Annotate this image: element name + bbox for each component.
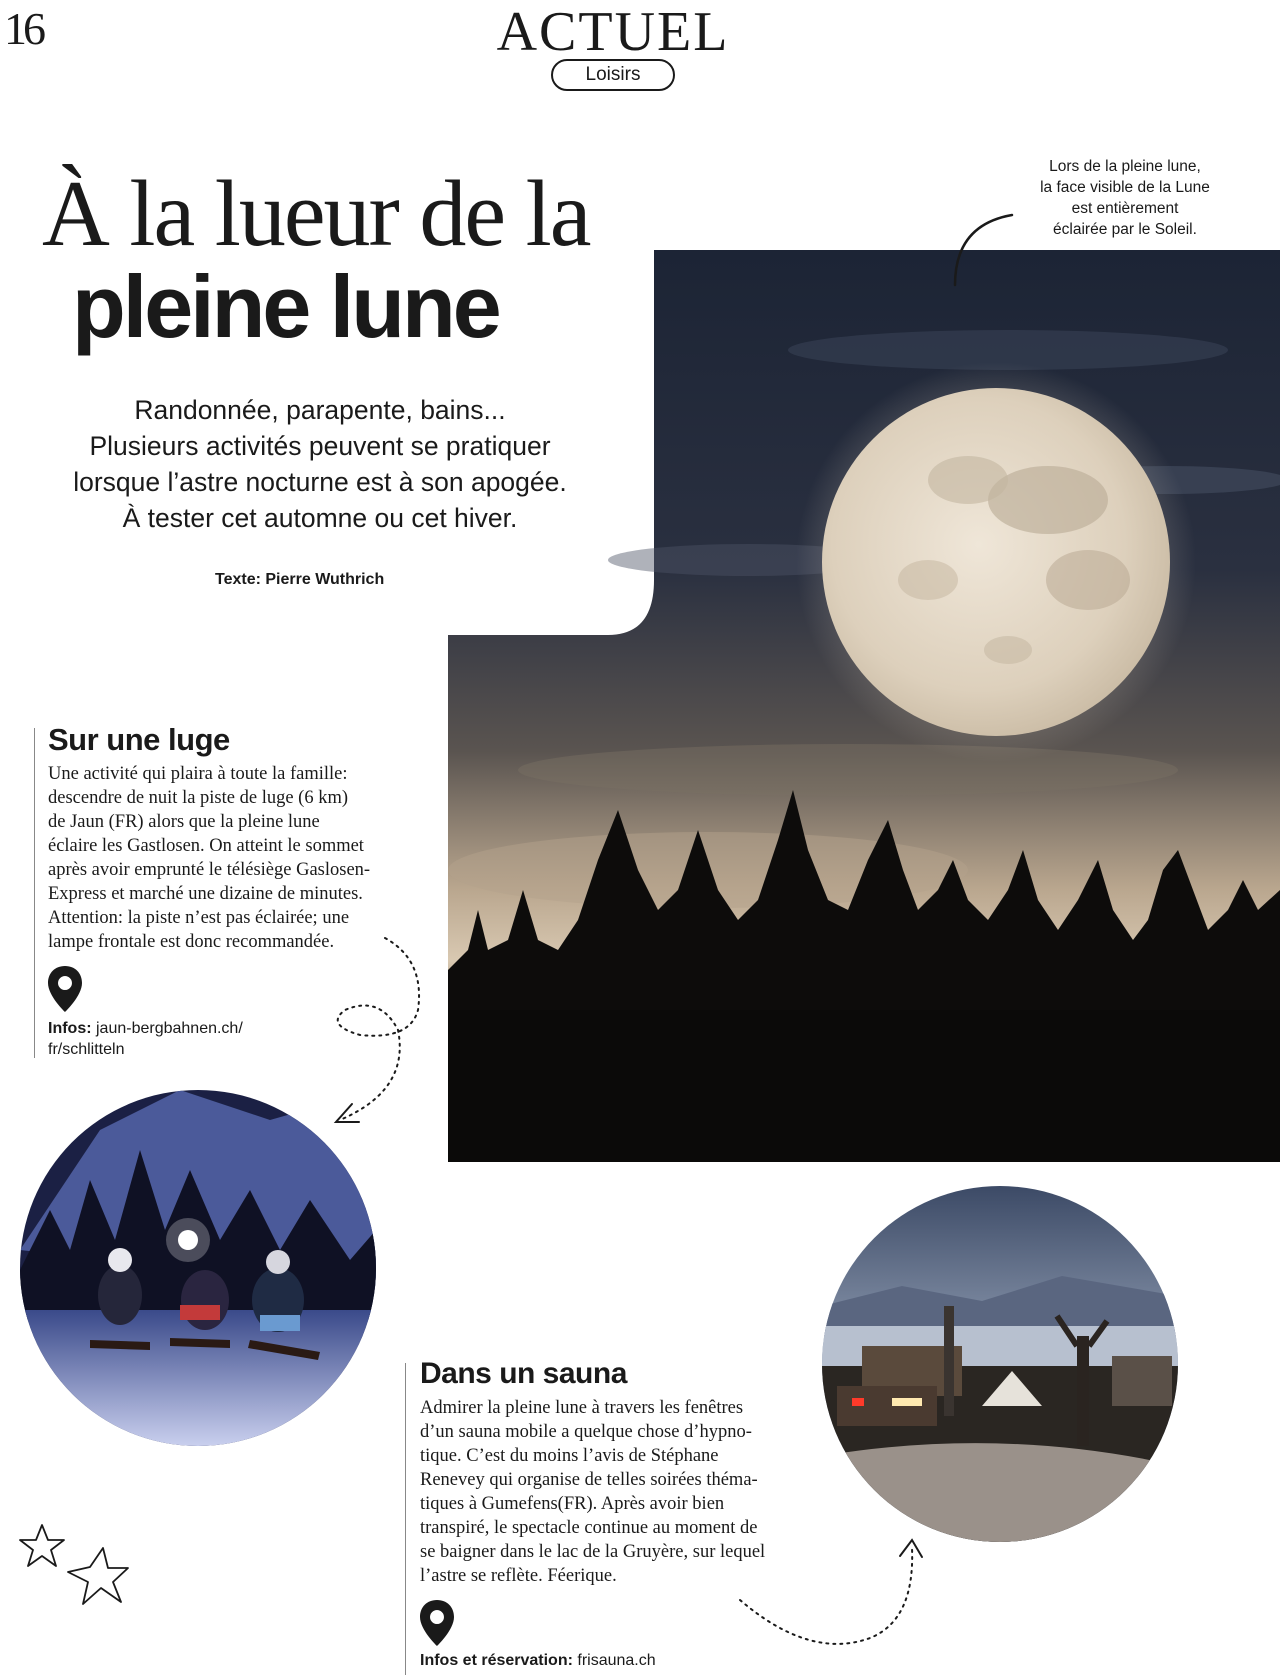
luge-heading: Sur une luge — [48, 722, 230, 757]
article-lead — [20, 392, 620, 536]
body-line: Express et marché une dizaine de minutes. — [48, 884, 363, 904]
lead-line: À tester cet automne ou cet hiver. — [122, 503, 518, 533]
location-pin-icon — [48, 966, 82, 1012]
luge-infos-link-cont[interactable]: fr/schlitteln — [48, 1041, 125, 1058]
caption-line: la face visible de la Lune — [1040, 179, 1210, 196]
full-moon-photo — [448, 250, 1280, 1162]
body-line: tique. C’est du moins l’avis de Stéphane — [420, 1446, 719, 1466]
lead-line: lorsque l’astre nocturne est à son apogée. — [73, 467, 567, 497]
section-tag: Loisirs — [551, 59, 675, 91]
page-number: 16 — [4, 3, 42, 54]
body-line: d’un sauna mobile a quelque chose d’hypno- — [420, 1422, 752, 1442]
body-line: de Jaun (FR) alors que la pleine lune — [48, 812, 320, 832]
infos-label: Infos et réservation: — [420, 1652, 573, 1669]
sauna-photo — [822, 1186, 1178, 1542]
star-icon — [20, 1525, 64, 1566]
body-line: Admirer la pleine lune à travers les fenêtres — [420, 1398, 744, 1418]
article-title-line1: À la lueur de la — [42, 162, 590, 266]
body-line: tiques à Gumefens(FR). Après avoir bien — [420, 1494, 725, 1514]
luge-body — [48, 762, 448, 954]
lead-line: Randonnée, parapente, bains... — [134, 395, 506, 425]
star-icon — [68, 1548, 128, 1604]
sauna-heading: Dans un sauna — [420, 1357, 627, 1390]
body-line: l’astre se reflète. Féerique. — [420, 1566, 617, 1586]
caption-line: est entièrement — [1071, 200, 1179, 217]
byline: Texte: Pierre Wuthrich — [215, 571, 385, 588]
body-line: Une activité qui plaira à toute la famille: — [48, 764, 348, 784]
sauna-infos — [420, 1652, 656, 1670]
arrowhead-sauna — [900, 1540, 922, 1557]
luge-infos-link[interactable]: jaun-bergbahnen.ch/ — [91, 1020, 243, 1037]
section-title: ACTUEL — [496, 1, 730, 63]
luge-rule — [34, 728, 35, 1058]
sauna-body — [420, 1396, 840, 1588]
luge-photo — [20, 1090, 376, 1446]
sauna-infos-link[interactable]: frisauna.ch — [572, 1652, 656, 1669]
body-line: Renevey qui organise de telles soirées théma- — [420, 1470, 758, 1490]
location-pin-icon — [420, 1600, 454, 1646]
body-line: éclaire les Gastlosen. On atteint le sommet — [48, 836, 364, 856]
body-line: après avoir emprunté le télésiège Gaslosen- — [48, 860, 371, 880]
body-line: transpiré, le spectacle continue au moment de — [420, 1518, 758, 1538]
caption-line: Lors de la pleine lune, — [1049, 158, 1201, 175]
infos-label: Infos: — [48, 1020, 92, 1037]
article-title-line2: pleine lune — [72, 257, 499, 356]
sauna-rule — [405, 1363, 406, 1675]
body-line: se baigner dans le lac de la Gruyère, sur lequel — [420, 1542, 766, 1562]
body-line: Attention: la piste n’est pas éclairée; une — [48, 908, 350, 928]
caption-line: éclairée par le Soleil. — [1053, 221, 1197, 238]
lead-line: Plusieurs activités peuvent se pratiquer — [89, 431, 551, 461]
luge-infos — [48, 1018, 243, 1060]
body-line: descendre de nuit la piste de luge (6 km) — [48, 788, 349, 808]
photo-caption — [1010, 156, 1240, 240]
body-line: lampe frontale est donc recommandée. — [48, 932, 335, 952]
